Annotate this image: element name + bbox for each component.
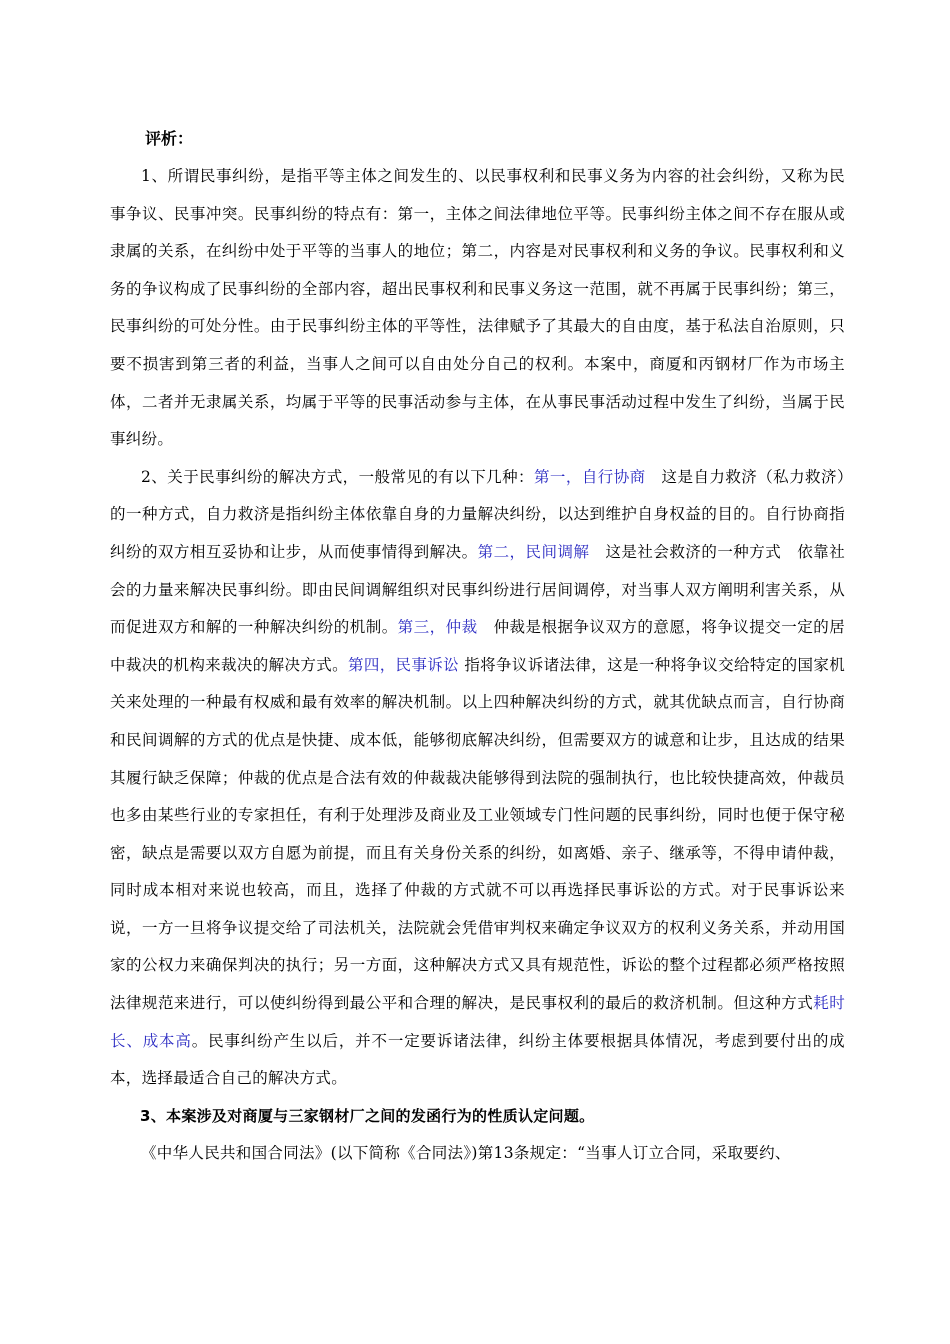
paragraph-1: 1、所谓民事纠纷，是指平等主体之间发生的、以民事权利和民事义务为内容的社会纠纷，又称为民事争议、民事冲突。民事纠纷的特点有：第一，主体之间法律地位平等。民事纠纷主体之间不存在服从或隶属的关系，在纠纷中处于平等的当事人的地位；第二，内容是对民事权利和义务的争议。民事权利和义务的争议构成了民事纠纷的全部内容，超出民事权利和民事义务这一范围，就不再属于民事纠纷；第三，民事纠纷的可处分性。由于民事纠纷主体的平等性，法律赋予了其最大的自由度，基于私法自治原则，只要不损害到第三者的利益，当事人之间可以自由处分自己的权利。本案中，商厦和丙钢材厂作为市场主体，二者并无隶属关系，均属于平等的民事活动参与主体，在从事民事活动过程中发生了纠纷，当属于民事纠纷。 — [110, 167, 845, 449]
p2-text-6: 。民事纠纷产生以后，并不一定要诉诸法律，纠纷主体要根据具体情况，考虑到要付出的成本，选择最适合自己的解决方式。 — [110, 1031, 845, 1088]
paragraph-2 — [110, 459, 845, 1098]
document-body — [110, 124, 845, 1173]
paragraph-4: 《中华人民共和国合同法》(以下简称《合同法》)第13条规定：“当事人订立合同，采取要约、 — [141, 1144, 791, 1163]
p2-text-1: 2、关于民事纠纷的解决方式，一般常见的有以下几种： — [141, 467, 534, 486]
highlight-time-cost: 耗时长、成本高 — [110, 994, 846, 1050]
paragraph-3-bold: 3、本案涉及对商厦与三家钢材厂之间的发函行为的性质认定问题。 — [140, 1106, 595, 1125]
method-1-self-negotiation: 第一，自行协商 — [533, 467, 646, 486]
method-3-arbitration: 第三，仲裁 — [397, 618, 478, 637]
method-4-civil-litigation: 第四，民事诉讼 — [347, 655, 460, 674]
p2-text-5: 指将争议诉诸法律，这是一种将争议交给特定的国家机关来处理的一种最有权威和最有效率的解决机制。以上四种解决纠纷的方式，就其优缺点而言，自行协商和民间调解的方式的优点是快捷、成本低，能够彻底解决纠纷，但需要双方的诚意和让步，且达成的结果其履行缺乏保障；仲裁的优点是合法有效的仲裁裁决能够得到法院的强制执行，也比较快捷高效，仲裁员也多由某些行业的专家担任，有利于处理涉及商业及工业领域专门性问题的民事纠纷，同时也便于保守秘密，缺点是需要以双方自愿为前提，而且有关身份关系的纠纷，如离婚、亲子、继承等，不得申请仲裁，同时成本相对来说也较高，而且，选择了仲裁的方式就不可以再选择民事诉讼的方式。对于民事诉讼来说，一方一旦将争议提交给了司法机关，法院就会凭借审判权来确定争议双方的权利义务关系，并动用国家的公权力来确保判决的执行；另一方面，这种解决方式又具有规范性，诉讼的整个过程都必须严格按照法律规范来进行，可以使纠纷得到最公平和合理的解决，是民事权利的最后的救济机制。但这种方式 — [110, 655, 845, 1013]
p2-text-4: 仲裁是根据争议双方的意愿，将争议提交一定的居中裁决的机构来裁决的解决方式。 — [110, 618, 845, 674]
p2-text-3: 这是社会救济的一种方式 依靠社会的力量来解决民事纠纷。即由民间调解组织对民事纠纷进行居间调停，对当事人双方阐明利害关系，从而促进双方和解的一种解决纠纷的机制。 — [110, 542, 845, 637]
p2-text-2: 这是自力救济（私力救济）的一种方式，自力救济是指纠纷主体依靠自身的力量解决纠纷，以达到维护自身权益的目的。自行协商指纠纷的双方相互妥协和让步，从而使事情得到解决。 — [110, 467, 845, 561]
section-heading: 评析： — [145, 129, 194, 148]
method-2-civil-mediation: 第二，民间调解 — [477, 542, 590, 561]
